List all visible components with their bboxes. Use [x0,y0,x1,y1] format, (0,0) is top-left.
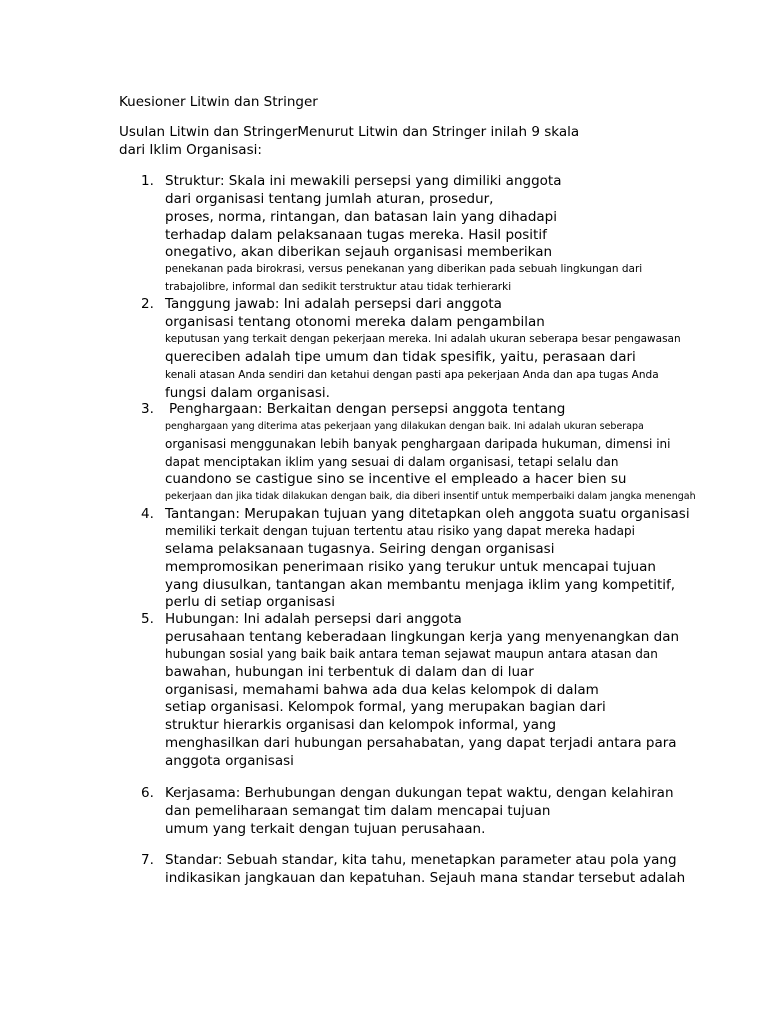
item-line: memiliki terkait dengan tujuan tertentu atau risiko yang dapat mereka hadapi [165,524,635,538]
list-number: 2. [141,296,154,312]
item-line: mempromosikan penerimaan risiko yang terukur untuk mencapai tujuan [165,559,656,575]
item-line: penekanan pada birokrasi, versus penekanan yang diberikan pada sebuah lingkungan dari [165,263,643,275]
item-line: Tanggung jawab: Ini adalah persepsi dari anggota [165,296,502,312]
item-line: Kerjasama: Berhubungan dengan dukungan tepat waktu, dengan kelahiran [165,785,674,801]
item-line: bawahan, hubungan ini terbentuk di dalam dan di luar [165,664,534,680]
list-number: 7. [141,852,154,868]
item-line: onegativo, akan diberikan sejauh organisasi memberikan [165,244,553,260]
item-line: Standar: Sebuah standar, kita tahu, menetapkan parameter atau pola yang [165,852,677,868]
list-number: 3. [141,401,154,417]
item-line: kenali atasan Anda sendiri dan ketahui dengan pasti apa pekerjaan Anda dan apa tugas Anda [165,369,659,381]
item-line: menghasilkan dari hubungan persahabatan, yang dapat terjadi antara para [165,735,677,751]
item-line: organisasi tentang otonomi mereka dalam pengambilan [165,314,545,330]
intro-line: Usulan Litwin dan StringerMenurut Litwin dan Stringer inilah 9 skala [119,124,580,140]
item-line: anggota organisasi [165,753,294,769]
item-line: struktur hierarkis organisasi dan kelompok informal, yang [165,717,557,733]
list-number: 4. [141,506,154,522]
item-line: trabajolibre, informal dan sedikit terstruktur atau tidak terhierarki [165,281,512,293]
item-line: selama pelaksanaan tugasnya. Seiring dengan organisasi [165,541,555,557]
list-number: 1. [141,173,154,189]
item-line: Hubungan: Ini adalah persepsi dari anggota [165,611,462,627]
item-line: proses, norma, rintangan, dan batasan lain yang dihadapi [165,209,557,225]
item-line: Tantangan: Merupakan tujuan yang ditetapkan oleh anggota suatu organisasi [165,506,690,522]
item-line: perlu di setiap organisasi [165,594,335,610]
item-line: terhadap dalam pelaksanaan tugas mereka. Hasil positif [165,227,547,243]
item-line: Penghargaan: Berkaitan dengan persepsi anggota tentang [169,401,566,417]
item-line: setiap organisasi. Kelompok formal, yang merupakan bagian dari [165,699,606,715]
item-line: fungsi dalam organisasi. [165,385,330,401]
item-line: yang diusulkan, tantangan akan membantu menjaga iklim yang kompetitif, [165,577,676,593]
item-line: quereciben adalah tipe umum dan tidak spesifik, yaitu, perasaan dari [165,349,636,365]
item-line: indikasikan jangkauan dan kepatuhan. Sejauh mana standar tersebut adalah [165,870,686,886]
item-line: organisasi menggunakan lebih banyak penghargaan daripada hukuman, dimensi ini [165,437,671,451]
intro-line: dari Iklim Organisasi: [119,142,262,158]
item-line: umum yang terkait dengan tujuan perusahaan. [165,821,486,837]
item-line: dari organisasi tentang jumlah aturan, prosedur, [165,191,494,207]
document-title: Kuesioner Litwin dan Stringer [119,94,318,110]
item-line: pekerjaan dan jika tidak dilakukan dengan baik, dia diberi insentif untuk memperbaiki dalam jangka menengah [165,491,696,502]
item-line: dapat menciptakan iklim yang sesuai di dalam organisasi, tetapi selalu dan [165,455,619,469]
item-line: penghargaan yang diterima atas pekerjaan yang dilakukan dengan baik. Ini adalah ukuran seberapa [165,421,644,432]
list-number: 6. [141,785,154,801]
item-line: dan pemeliharaan semangat tim dalam mencapai tujuan [165,803,551,819]
item-line: perusahaan tentang keberadaan lingkungan kerja yang menyenangkan dan [165,629,680,645]
item-line: cuandono se castigue sino se incentive el empleado a hacer bien su [165,471,627,487]
intro-paragraph [119,123,579,159]
list-number: 5. [141,611,154,627]
item-line: keputusan yang terkait dengan pekerjaan mereka. Ini adalah ukuran seberapa besar pengawasan [165,333,681,345]
item-line: hubungan sosial yang baik baik antara teman sejawat maupun antara atasan dan [165,647,658,661]
item-line: Struktur: Skala ini mewakili persepsi yang dimiliki anggota [165,173,562,189]
item-line: organisasi, memahami bahwa ada dua kelas kelompok di dalam [165,682,599,698]
